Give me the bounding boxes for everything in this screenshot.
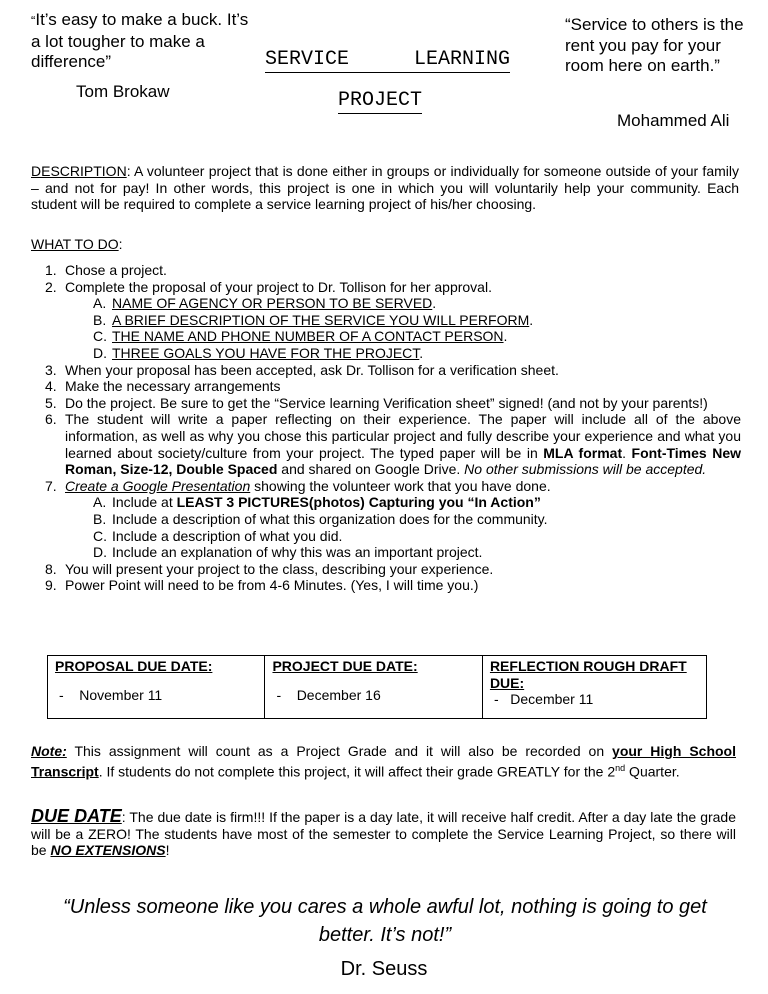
quote-left-open-mark: “ — [31, 13, 36, 28]
list-number: 5. — [45, 394, 57, 411]
list-text: The student will write a paper reflecting on their experience. The paper will include all of the above information, as well as why you chose this particular project and fully describe your experience and what you learned about society/culture from your project. The typed paper will be in — [65, 411, 741, 461]
project-due-value: - December 16 — [276, 686, 381, 703]
font-requirement-text: Font-Times New Roman, Size-12, Double Spaced — [65, 444, 741, 478]
sublist-item — [93, 295, 741, 312]
proposal-due-label: PROPOSAL DUE DATE: — [55, 658, 213, 674]
pictures-requirement-text: LEAST 3 PICTURES(photos) Capturing you “In Action” — [176, 494, 541, 511]
list-text: . — [622, 444, 632, 461]
page-title-line2: PROJECT — [338, 89, 423, 112]
reflection-due-label: REFLECTION ROUGH DRAFT DUE: — [489, 658, 687, 691]
due-date-paragraph — [31, 808, 736, 859]
description-text: : A volunteer project that is done either in groups or individually for someone outside of your family – and not for pay! In other words, this project is one in which you will voluntarily help your community. Each student will be required to complete a service learning project of his/her choosing. — [31, 163, 739, 213]
quote-right: “Service to others is the rent you pay for your room here on earth.” — [565, 15, 744, 75]
presentation-sublist — [65, 494, 741, 560]
project-due-cell — [265, 656, 482, 719]
proposal-due-cell — [48, 656, 265, 719]
note-text: . If students do not complete this project, it will affect their grade GREATLY for the 2 — [98, 763, 616, 780]
list-item — [45, 394, 741, 412]
list-number: 9. — [45, 577, 57, 594]
author-left: Tom Brokaw — [76, 82, 170, 101]
sublist-text: THE NAME AND PHONE NUMBER OF A CONTACT PERSON — [112, 328, 504, 345]
what-to-do-colon: : — [118, 236, 123, 252]
sublist-item — [93, 510, 741, 528]
list-number: 2. — [45, 278, 57, 295]
sublist-end: . — [503, 328, 508, 345]
sublist-text: Include a description of what this organization does for the community. — [112, 510, 548, 527]
sublist-text: Include a description of what you did. — [112, 527, 343, 544]
sublist-item — [93, 527, 741, 545]
proposal-due-value: - November 11 — [59, 686, 163, 703]
closing-quote-author: Dr. Seuss — [340, 958, 428, 980]
list-item — [45, 560, 741, 578]
sublist-item — [93, 328, 741, 345]
list-number: 6. — [45, 411, 57, 428]
description-paragraph — [31, 163, 739, 213]
note-superscript: nd — [615, 762, 626, 773]
sublist-letter: A. — [93, 494, 107, 511]
note-label: Note: — [31, 743, 67, 759]
reflection-due-cell — [482, 656, 706, 719]
list-item — [45, 378, 741, 395]
page-title-line1 — [265, 48, 510, 73]
sublist-item — [93, 494, 741, 511]
sublist-item — [93, 344, 741, 362]
list-item — [45, 361, 741, 379]
note-text: Quarter. — [625, 763, 680, 780]
description-label: DESCRIPTION — [31, 163, 127, 179]
sublist-text: Include at — [112, 494, 177, 511]
sublist-letter: A. — [93, 295, 107, 312]
sublist-letter: B. — [93, 510, 107, 527]
list-item — [45, 411, 741, 478]
list-text: You will present your project to the class, describing your experience. — [65, 560, 494, 577]
transcript-text: your High School Transcript — [31, 743, 736, 780]
sublist-item — [93, 544, 741, 561]
proposal-sublist — [65, 295, 741, 361]
mla-format-text: MLA format — [543, 444, 623, 461]
due-date-text: : The due date is firm!!! If the paper is a day late, it will receive half credit. After a day late the grade will be a ZERO! The students have most of the semester to complete the Service Learning Project, so there will be — [31, 809, 737, 859]
sublist-letter: C. — [93, 328, 107, 345]
note-paragraph — [31, 743, 736, 780]
closing-quote: “Unless someone like you cares a whole awful lot, nothing is going to get better. It’s not!” — [63, 896, 707, 946]
project-due-label: PROJECT DUE DATE: — [272, 658, 418, 674]
no-extensions-text: NO EXTENSIONS — [50, 842, 166, 859]
sublist-letter: D. — [93, 344, 107, 361]
list-number: 8. — [45, 560, 57, 577]
list-text: Complete the proposal of your project to Dr. Tollison for her approval. — [65, 278, 492, 295]
list-text: Do the project. Be sure to get the “Service learning Verification sheet” signed! (and not by your parents!) — [65, 394, 708, 411]
what-to-do-heading — [31, 236, 123, 253]
sublist-letter: C. — [93, 527, 107, 544]
sublist-end: . — [419, 344, 424, 361]
what-to-do-label: WHAT TO DO — [31, 236, 119, 252]
sublist-letter: D. — [93, 544, 107, 561]
due-date-label: DUE DATE — [31, 806, 122, 826]
list-item — [45, 577, 741, 594]
list-text: Power Point will need to be from 4-6 Minutes. (Yes, I will time you.) — [65, 577, 479, 594]
list-item — [45, 477, 741, 561]
title-word-service: SERVICE — [265, 48, 350, 71]
reflection-due-value: - December 11 — [493, 691, 594, 708]
note-text: This assignment will count as a Project Grade and it will also be recorded on — [66, 743, 613, 759]
sublist-end: . — [432, 295, 437, 312]
steps-list — [31, 262, 741, 594]
google-presentation-text: Create a Google Presentation — [65, 477, 251, 494]
list-number: 1. — [45, 262, 57, 278]
list-text: and shared on Google Drive. — [277, 461, 465, 478]
author-right: Mohammed Ali — [617, 111, 730, 130]
sublist-letter: B. — [93, 311, 107, 328]
title-word-learning: LEARNING — [413, 48, 510, 71]
list-text: showing the volunteer work that you have done. — [250, 477, 551, 494]
list-text: Chose a project. — [65, 262, 167, 278]
due-dates-table — [47, 655, 707, 719]
list-item — [45, 262, 741, 279]
list-text: Make the necessary arrangements — [65, 378, 281, 395]
list-text: When your proposal has been accepted, ask Dr. Tollison for a verification sheet. — [65, 361, 559, 378]
quote-left — [31, 10, 261, 73]
list-number: 7. — [45, 477, 57, 494]
sublist-end: . — [529, 311, 534, 328]
sublist-item — [93, 311, 741, 329]
list-number: 4. — [45, 378, 57, 395]
submission-warning-text: No other submissions will be accepted. — [464, 461, 707, 478]
sublist-text: A BRIEF DESCRIPTION OF THE SERVICE YOU WILL PERFORM — [112, 311, 530, 328]
sublist-text: THREE GOALS YOU HAVE FOR THE PROJECT — [112, 344, 420, 361]
table-row — [48, 656, 707, 719]
list-number: 3. — [45, 361, 57, 378]
sublist-text: NAME OF AGENCY OR PERSON TO BE SERVED — [112, 295, 433, 312]
sublist-text: Include an explanation of why this was an important project. — [112, 544, 483, 561]
list-item — [45, 278, 741, 362]
quote-left-text: It’s easy to make a buck. It’s a lot tougher to make a difference” — [31, 10, 249, 71]
due-date-text: ! — [165, 842, 170, 859]
